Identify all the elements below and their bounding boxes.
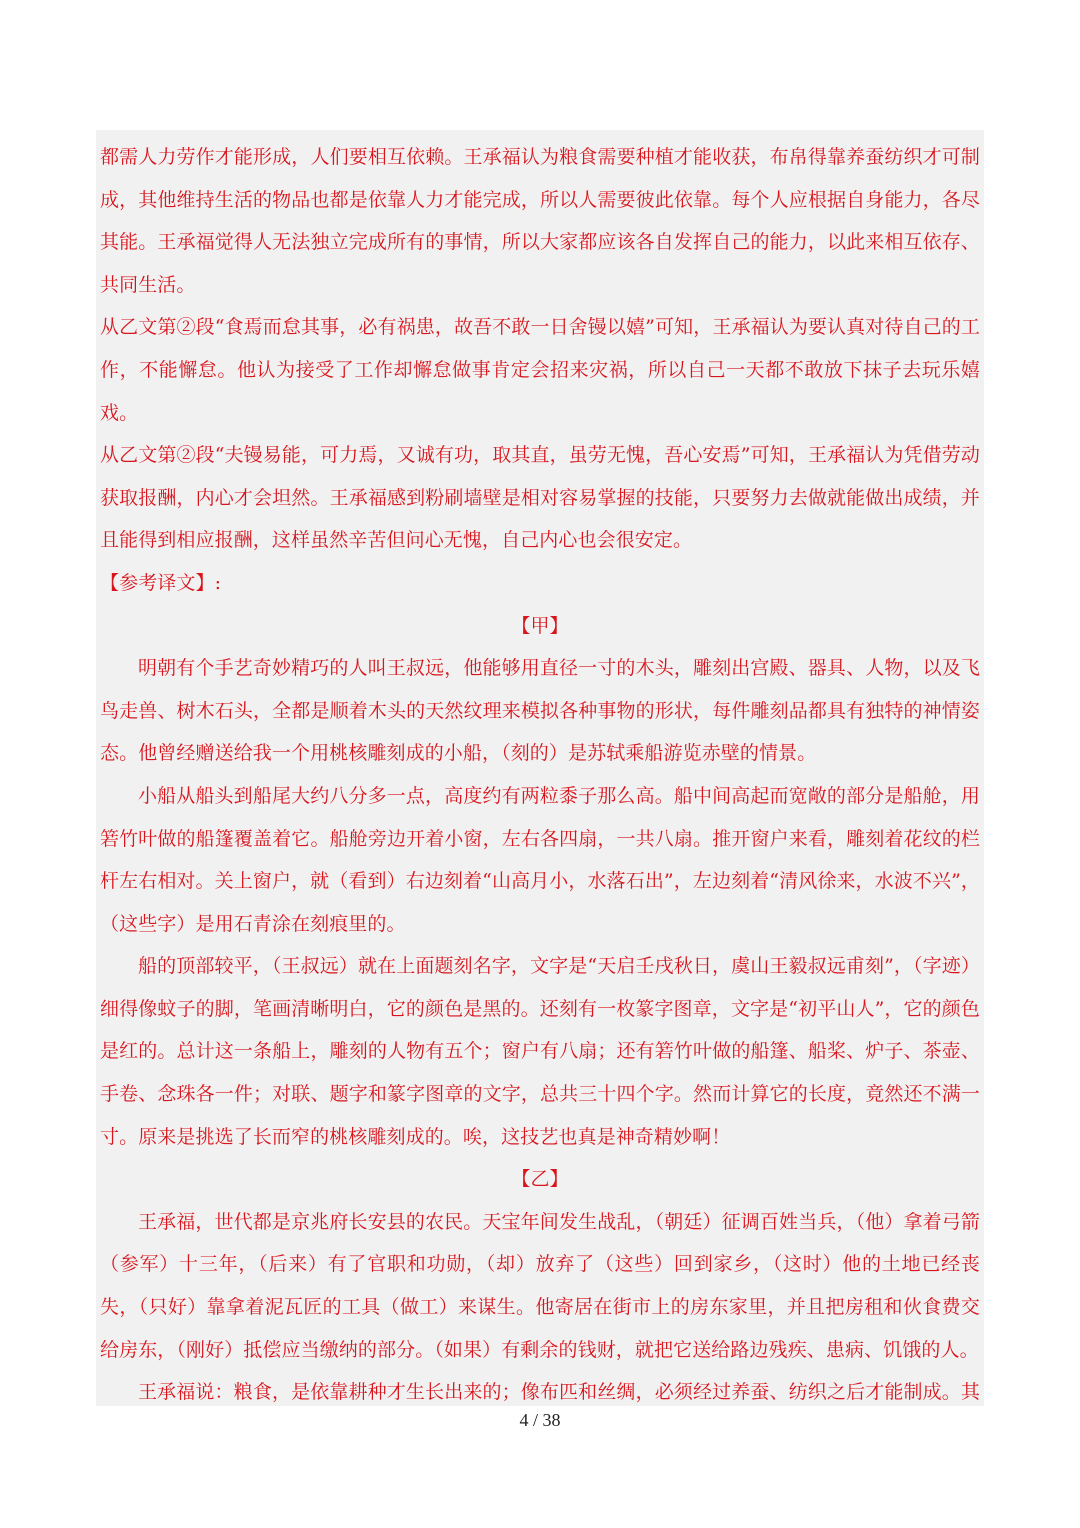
jia-paragraph-3: 船的顶部较平，（王叔远）就在上面题刻名字，文字是“天启壬戌秋日，虞山王毅叔远甫刻”，（字迹）细得像蚊子的脚，笔画清晰明白，它的颜色是黑的。还刻有一枚篆字图章，文字是“初平山人”，它的颜色是红的。总计这一条船上，雕刻的人物有五个；窗户有八扇；还有箬竹叶做的船篷、船桨、炉子、茶壶、手卷、念珠各一件；对联、题字和篆字图章的文字，总共三十四个字。然而计算它的长度，竟然还不满一寸。原来是挑选了长而窄的桃核雕刻成的。唉，这技艺也真是神奇精妙啊！ <box>100 955 980 1148</box>
jia-paragraph-2: 小船从船头到船尾大约八分多一点，高度约有两粒黍子那么高。船中间高起而宽敞的部分是船舱，用箬竹叶做的船篷覆盖着它。船舱旁边开着小窗，左右各四扇，一共八扇。推开窗户来看，雕刻着花纹的栏杆左右相对。关上窗户，就（看到）右边刻着“山高月小，水落石出”，左边刻着“清风徐来，水波不兴”，（这些字）是用石青涂在刻痕里的。 <box>100 784 980 935</box>
section-yi-heading: 【乙】 <box>511 1168 569 1191</box>
yi-paragraph-1: 王承福，世代都是京兆府长安县的农民。天宝年间发生战乱，（朝廷）征调百姓当兵，（他）拿着弓箭（参军）十三年，（后来）有了官职和功勋，（却）放弃了（这些）回到家乡，（这时）他的土地已经丧失，（只好）靠拿着泥瓦匠的工具（做工）来谋生。他寄居在街市上的房东家里，并且把房租和伙食费交给房东，（刚好）抵偿应当缴纳的部分。（如果）有剩余的钱财，就把它送给路边残疾、患病、饥饿的人。 <box>100 1210 980 1361</box>
yi-paragraph-2: 王承福说：粮食，是依靠耕种才生长出来的；像布匹和丝绸，必须经过养蚕、纺织之后才能制成。其 <box>138 1381 980 1404</box>
analysis-paragraph-1: 都需人力劳作才能形成，人们要相互依赖。王承福认为粮食需要种植才能收获，布帛得靠养蚕纺织才可制成，其他维持生活的物品也都是依靠人力才能完成，所以人需要彼此依靠。每个人应根据自身能力，各尽其能。王承福觉得人无法独立完成所有的事情，所以大家都应该各自发挥自己的能力，以此来相互依存、共同生活。 <box>100 146 980 296</box>
analysis-paragraph-3: 从乙文第②段“夫镘易能，可力焉，又诚有功，取其直，虽劳无愧，吾心安焉”可知，王承福认为凭借劳动获取报酬，内心才会坦然。王承福感到粉刷墙壁是相对容易掌握的技能，只要努力去做就能做出成绩，并且能得到相应报酬，这样虽然辛苦但问心无愧，自己内心也会很安定。 <box>100 444 980 552</box>
page-number: 4 / 38 <box>519 1410 561 1430</box>
section-jia-heading: 【甲】 <box>511 614 569 637</box>
analysis-paragraph-2: 从乙文第②段“食焉而怠其事，必有祸患，故吾不敢一日舍镘以嬉”可知，王承福认为要认真对待自己的工作，不能懈怠。他认为接受了工作却懈怠做事肯定会招来灾祸，所以自己一天都不敢放下抹子去玩乐嬉戏。 <box>100 316 980 424</box>
answer-content-block <box>96 130 984 1406</box>
translation-heading: 【参考译文】: <box>100 571 222 594</box>
jia-paragraph-1: 明朝有个手艺奇妙精巧的人叫王叔远，他能够用直径一寸的木头，雕刻出宫殿、器具、人物，以及飞鸟走兽、树木石头，全都是顺着木头的天然纹理来模拟各种事物的形状，每件雕刻品都具有独特的神情姿态。他曾经赠送给我一个用桃核雕刻成的小船，（刻的）是苏轼乘船游览赤壁的情景。 <box>100 657 980 765</box>
